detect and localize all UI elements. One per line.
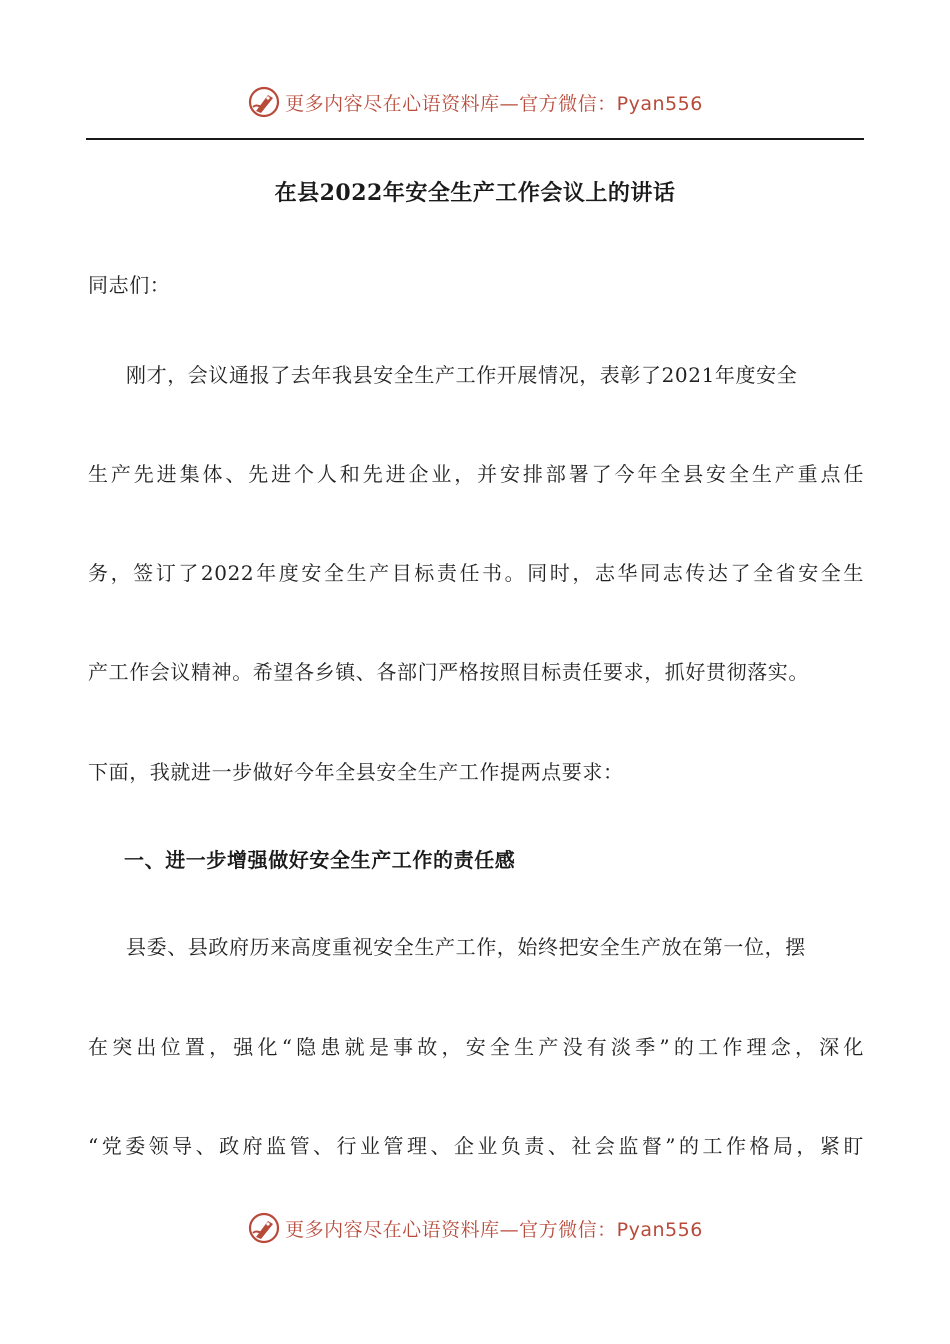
header-banner bbox=[0, 82, 950, 122]
paragraph-line: 下面，我就进一步做好今年全县安全生产工作提两点要求： bbox=[88, 760, 624, 784]
salutation: 同志们： bbox=[88, 273, 171, 297]
header-wechat-id: Pyan556 bbox=[616, 92, 703, 115]
paragraph-line: 在突出位置，强化“隐患就是事故，安全生产没有淡季”的工作理念，深化 bbox=[88, 1035, 864, 1059]
paragraph-line: 产工作会议精神。希望各乡镇、各部门严格按照目标责任要求，抓好贯彻落实。 bbox=[88, 660, 809, 684]
header-banner-text: 更多内容尽在心语资料库—官方微信：Pyan556 bbox=[285, 92, 703, 115]
footer-banner bbox=[0, 1208, 950, 1248]
section-heading: 一、进一步增强做好安全生产工作的责任感 bbox=[124, 848, 516, 872]
paragraph-line: 生产先进集体、先进个人和先进企业，并安排部署了今年全县安全生产重点任 bbox=[88, 462, 864, 486]
paragraph-line: 刚才，会议通报了去年我县安全生产工作开展情况，表彰了2021年度安全 bbox=[126, 363, 798, 387]
paragraph-line: 务，签订了2022年度安全生产目标责任书。同时，志华同志传达了全省安全生 bbox=[88, 561, 864, 585]
document-title: 在县2022年安全生产工作会议上的讲话 bbox=[274, 180, 676, 206]
pen-nib-logo-icon bbox=[247, 1211, 281, 1245]
paragraph-line: 县委、县政府历来高度重视安全生产工作，始终把安全生产放在第一位，摆 bbox=[126, 935, 806, 959]
footer-wechat-id: Pyan556 bbox=[616, 1218, 703, 1241]
paragraph-line: “党委领导、政府监管、行业管理、企业负责、社会监督”的工作格局，紧盯 bbox=[88, 1134, 864, 1158]
pen-nib-logo-icon bbox=[247, 85, 281, 119]
header-divider bbox=[86, 138, 864, 140]
footer-banner-text: 更多内容尽在心语资料库—官方微信：Pyan556 bbox=[285, 1218, 703, 1241]
